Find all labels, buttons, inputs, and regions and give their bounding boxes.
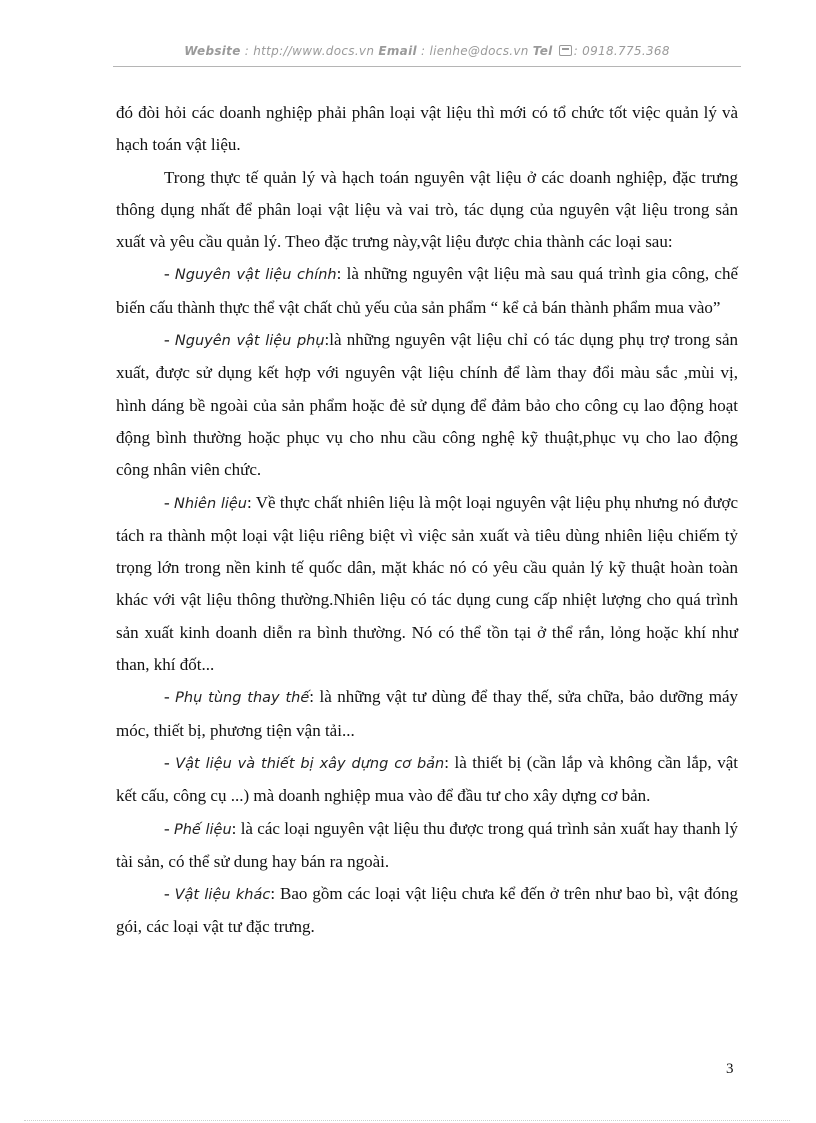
document-body <box>116 97 738 944</box>
term-main-materials: Nguyên vật liệu chính <box>174 267 337 284</box>
list-item-fuel: - Nhiên liệu: Về thực chất nhiên liệu là một loại nguyên vật liệu phụ nhưng nó được tách ra thành một loại vật liệu riêng biệt vì việc sản xuất và tiêu dùng nhiên liệu chiếm tỷ trọng lớn trong nền kinh tế quốc dân, mặt khác nó có yêu cầu quản lý kỹ thuật hoàn toàn khác với vật liệu thông thường.Nhiên liệu có tác dụng cung cấp nhiệt lượng cho quá trình sản xuất kinh doanh diễn ra bình thường. Nó có thể tồn tại ở thể rắn, lỏng hoặc khí như than, khí đốt... <box>116 492 739 675</box>
term-other-materials: Vật liệu khác <box>174 887 271 904</box>
page-header <box>113 44 741 67</box>
email-label: Email <box>378 44 417 58</box>
footer-divider <box>24 1120 790 1121</box>
page-number: 3 <box>726 1061 734 1077</box>
list-item-construction-equipment: - Vật liệu và thiết bị xây dựng cơ bản: là thiết bị (cần lắp và không cần lắp, vật kết cấu, công cụ ...) mà doanh nghiệp mua vào để đầu tư cho xây dựng cơ bản. <box>116 752 738 806</box>
paragraph-intro-continuation: đó đòi hỏi các doanh nghiệp phải phân loại vật liệu thì mới có tổ chức tốt việc quản lý và hạch toán vật liệu. <box>116 103 738 155</box>
term-spare-parts: Phụ tùng thay thế <box>175 690 310 707</box>
telephone-icon <box>559 45 572 56</box>
list-item-spare-parts: - Phụ tùng thay thế: là những vật tư dùng để thay thế, sửa chữa, bảo dưỡng máy móc, thiết bị, phương tiện vận tải... <box>116 687 738 740</box>
tel-value: : 0918.775.368 <box>573 44 670 58</box>
email-value: : lienhe@docs.vn <box>421 44 529 58</box>
list-item-scrap: - Phế liệu: là các loại nguyên vật liệu thu được trong quá trình sản xuất hay thanh lý tài sản, có thể sử dung hay bán ra ngoài. <box>116 818 738 871</box>
tel-label: Tel <box>532 44 553 58</box>
list-item-other-materials: - Vật liệu khác: Bao gồm các loại vật liệu chưa kể đến ở trên như bao bì, vật đóng gói, các loại vật tư đặc trưng. <box>116 884 738 937</box>
website-url: : http://www.docs.vn <box>244 44 375 58</box>
term-auxiliary-materials: Nguyên vật liệu phụ <box>174 333 325 350</box>
website-label: Website <box>184 44 241 58</box>
list-item-auxiliary-materials: - Nguyên vật liệu phụ:là những nguyên vật liệu chỉ có tác dụng phụ trợ trong sản xuất, được sử dụng kết hợp với nguyên vật liệu chính để làm thay đổi màu sắc ,mùi vị, hình dáng bề ngoài của sản phẩm hoặc đẻ sử dụng để đảm bảo cho công cụ lao động hoạt động bình thường hoặc phục vụ cho nhu cầu công nghệ kỹ thuật,phục vụ cho lao động công nhân viên chức. <box>116 330 738 480</box>
term-construction-equipment: Vật liệu và thiết bị xây dựng cơ bản <box>175 755 445 772</box>
paragraph-classification-intro: Trong thực tế quản lý và hạch toán nguyên vật liệu ở các doanh nghiệp, đặc trưng thông dụng nhất để phân loại vật liệu và vai trò, tác dụng của nguyên vật liệu trong sản xuất và yêu cầu quản lý. Theo đặc trưng này,vật liệu được chia thành các loại sau: <box>116 167 738 252</box>
list-item-main-materials: - Nguyên vật liệu chính: là những nguyên vật liệu mà sau quá trình gia công, chế biến cấu thành thực thể vật chất chủ yếu của sản phẩm “ kể cả bán thành phẩm mua vào” <box>116 264 738 317</box>
term-scrap: Phế liệu <box>173 821 232 838</box>
term-fuel: Nhiên liệu <box>173 495 248 512</box>
